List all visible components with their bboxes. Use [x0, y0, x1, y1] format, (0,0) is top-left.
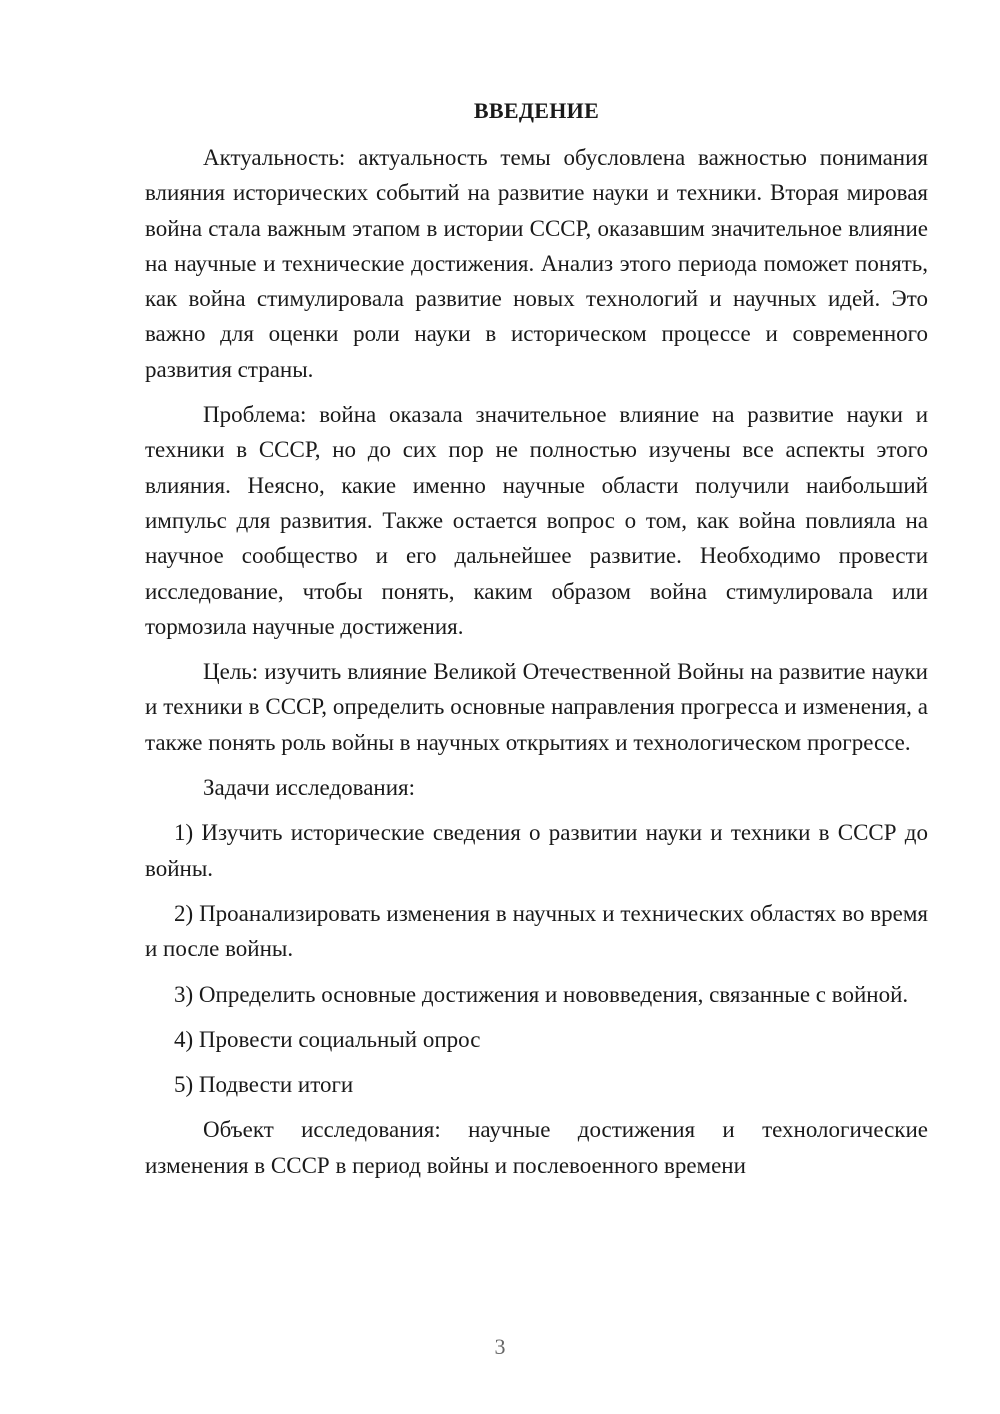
task-item: 3) Определить основные достижения и нововведения, связанные с войной.	[174, 981, 909, 1007]
problem-paragraph: Проблема: война оказала значительное влияние на развитие науки и техники в СССР, но до сих пор не полностью изучены все аспекты этого влияния. Неясно, какие именно научные области получили наибольший импульс для развития. Также остается вопрос о том, как война повлияла на научное сообщество и его дальнейшее развитие. Необходимо провести исследование, чтобы понять, каким образом война стимулировала или тормозила научные достижения.	[145, 402, 928, 639]
page-content	[145, 96, 928, 1193]
object-paragraph: Объект исследования: научные достижения и технологические изменения в СССР в период войны и послевоенного времени	[145, 1117, 928, 1178]
section-heading: ВВЕДЕНИЕ	[473, 98, 600, 123]
goal-paragraph: Цель: изучить влияние Великой Отечественной Войны на развитие науки и техники в СССР, определить основные направления прогресса и изменения, а также понять роль войны в научных открытиях и технологическом прогрессе.	[145, 659, 928, 755]
tasks-title: Задачи исследования:	[203, 775, 416, 801]
relevance-paragraph: Актуальность: актуальность темы обусловлена важностью понимания влияния исторических событий на развитие науки и техники. Вторая мировая война стала важным этапом в истории СССР, оказавшим значительное влияние на научные и технические достижения. Анализ этого периода поможет понять, как война стимулировала развитие новых технологий и научных идей. Это важно для оценки роли науки в историческом процессе и современного развития страны.	[145, 145, 928, 382]
task-item: 4) Провести социальный опрос	[174, 1026, 481, 1052]
tasks-list	[145, 815, 928, 1102]
task-item: 1) Изучить исторические сведения о развитии науки и техники в СССР до войны.	[145, 820, 928, 881]
task-item: 2) Проанализировать изменения в научных и технических областях во время и после войны.	[145, 900, 928, 962]
page-number: 3	[494, 1334, 506, 1359]
task-item: 5) Подвести итоги	[174, 1072, 354, 1098]
